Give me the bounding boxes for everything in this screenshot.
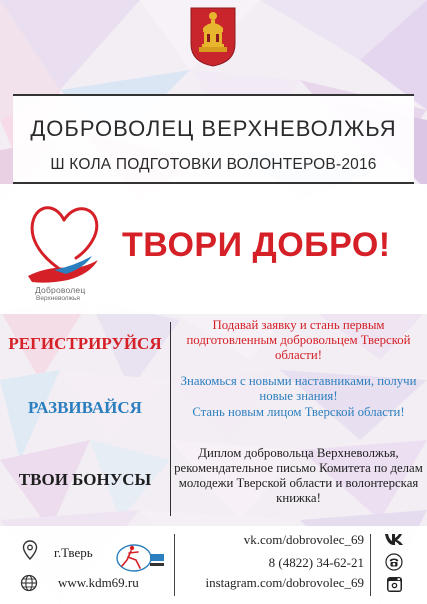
logo-caption-line2: Верхневолжья xyxy=(36,295,80,302)
location-pin-icon xyxy=(22,540,38,560)
vk-link[interactable]: vk.com/dobrovolec_69 xyxy=(243,532,364,547)
develop-label: РАЗВИВАЙСЯ xyxy=(28,398,142,417)
website-link[interactable]: www.kdm69.ru xyxy=(58,575,139,590)
instagram-link[interactable]: instagram.com/dobrovolec_69 xyxy=(205,575,364,590)
bonuses-label: ТВОИ БОНУСЫ xyxy=(18,470,152,489)
title-box xyxy=(13,94,414,184)
page-title: ДОБРОВОЛЕЦ ВЕРХНЕВОЛЖЬЯ xyxy=(30,116,397,141)
phone-icon xyxy=(385,553,403,571)
logo-caption-line1: Доброволец xyxy=(35,285,86,295)
footer-divider-right xyxy=(370,534,371,596)
footer-divider-left xyxy=(174,534,175,596)
develop-text-2: Стань новым лицом Тверской области! xyxy=(192,405,405,419)
city-text: г.Тверь xyxy=(54,545,93,560)
coat-of-arms-icon xyxy=(189,6,237,68)
bonuses-text: Диплом добровольца Верхневолжья, рекомендательное письмо Комитета по делам молодежи Тверской области и волонтерская книжка! xyxy=(174,446,423,505)
instagram-icon xyxy=(386,576,403,593)
register-label: РЕГИСТРИРУЙСЯ xyxy=(8,334,162,353)
phone-text: 8 (4822) 34-62-21 xyxy=(268,555,364,570)
slogan: ТВОРИ ДОБРО! xyxy=(122,226,391,264)
globe-icon xyxy=(20,574,38,592)
vk-icon xyxy=(384,532,404,546)
develop-text: Знакомься с новыми наставниками, получи новые знания! xyxy=(180,374,417,403)
page-subtitle: Ш КОЛА ПОДГОТОВКИ ВОЛОНТЕРОВ-2016 xyxy=(50,156,377,173)
sport-logo xyxy=(114,540,166,576)
register-text: Подавай заявку и стань первым подготовленным добровольцем Тверской области! xyxy=(186,318,411,362)
